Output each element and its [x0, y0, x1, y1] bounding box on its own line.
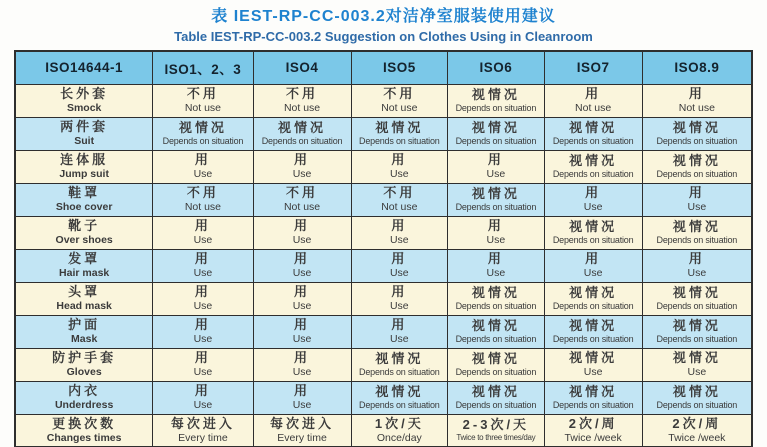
table-cell: [544, 150, 642, 183]
table-cell: [351, 150, 448, 183]
cell-zh: 视情况: [569, 383, 618, 399]
cell-zh: 1次/天: [374, 415, 424, 431]
table-cell: [544, 84, 642, 117]
table-cell: [253, 414, 351, 447]
cell-en: Use: [292, 233, 312, 246]
cell-zh: 视情况: [471, 317, 520, 333]
cell-en: Not use: [283, 101, 321, 114]
row-label-en: Over shoes: [55, 233, 113, 246]
table-row: [15, 381, 752, 414]
table-cell: [642, 117, 752, 150]
row-label: [15, 381, 153, 414]
table-cell: [351, 183, 448, 216]
column-header-ISO8.9: ISO8.9: [642, 51, 752, 84]
table-cell: [351, 249, 448, 282]
row-label-en: Head mask: [56, 299, 112, 312]
cell-zh: 用: [194, 317, 211, 332]
cell-zh: 用: [487, 152, 504, 167]
cell-en: Every time: [178, 431, 228, 444]
cell-en: Depends on situation: [656, 234, 738, 245]
table-cell: [253, 150, 351, 183]
cell-en: Depends on situation: [552, 333, 634, 344]
table-cell: [351, 381, 448, 414]
cell-zh: 用: [487, 251, 504, 266]
cell-en: Every time: [277, 431, 327, 444]
row-label-en: Smock: [66, 101, 102, 114]
cell-en: Twice to three times/day: [456, 433, 536, 443]
cell-en: Use: [193, 398, 213, 411]
row-label-en: Changes times: [46, 431, 122, 444]
cell-en: Once/day: [376, 431, 422, 444]
table-cell: [448, 348, 545, 381]
table-cell: [351, 216, 448, 249]
table-row: [15, 315, 752, 348]
table-cell: [544, 117, 642, 150]
cell-zh: 用: [294, 284, 311, 299]
cell-zh: 用: [294, 350, 311, 365]
table-row: [15, 282, 752, 315]
cell-en: Depends on situation: [656, 399, 738, 410]
cell-zh: 不用: [383, 185, 416, 200]
table-body: [15, 84, 752, 447]
table-row: [15, 216, 752, 249]
table-cell: [253, 249, 351, 282]
cell-en: Depends on situation: [656, 168, 738, 179]
table-cell: [544, 414, 642, 447]
cell-en: Not use: [678, 101, 715, 114]
cell-en: Depends on situation: [552, 168, 634, 179]
cell-zh: 用: [391, 152, 408, 167]
table-row: [15, 183, 752, 216]
cell-en: Depends on situation: [455, 102, 537, 113]
table-cell: [448, 117, 545, 150]
row-label-zh: 防护手套: [52, 350, 117, 365]
cell-en: Use: [583, 200, 603, 213]
table-row: [15, 348, 752, 381]
cell-en: Depends on situation: [552, 135, 634, 146]
cell-zh: 视情况: [569, 218, 618, 234]
cell-zh: 视情况: [672, 284, 721, 300]
cell-zh: 用: [194, 284, 211, 299]
row-label-en: Mask: [71, 332, 98, 345]
cell-en: Depends on situation: [455, 333, 537, 344]
cell-en: Use: [486, 233, 506, 246]
cell-en: Use: [486, 266, 506, 279]
cell-zh: 用: [194, 218, 211, 233]
table-cell: [448, 249, 545, 282]
table-cell: [642, 282, 752, 315]
cell-en: Depends on situation: [359, 399, 440, 410]
cell-zh: 视情况: [672, 152, 721, 168]
table-cell: [642, 348, 752, 381]
table-cell: [544, 348, 642, 381]
cell-en: Use: [687, 365, 707, 378]
row-label: [15, 249, 153, 282]
cell-en: Use: [389, 266, 409, 279]
row-label-zh: 护面: [68, 317, 101, 332]
cell-zh: 视情况: [375, 383, 424, 399]
cell-en: Depends on situation: [552, 300, 634, 311]
row-label-en: Underdress: [54, 398, 114, 411]
cell-en: Use: [193, 266, 213, 279]
cell-en: Depends on situation: [656, 135, 738, 146]
cell-zh: 2-3次/天: [462, 417, 530, 433]
cell-en: Use: [193, 332, 213, 345]
table-cell: [153, 183, 253, 216]
cell-en: Use: [687, 266, 707, 279]
cell-zh: 用: [194, 251, 211, 266]
table-cell: [351, 84, 448, 117]
cell-zh: 视情况: [569, 152, 618, 168]
table-cell: [253, 117, 351, 150]
table-cell: [153, 216, 253, 249]
cell-en: Use: [486, 167, 506, 180]
table-cell: [642, 183, 752, 216]
cell-en: Depends on situation: [656, 333, 738, 344]
table-row: [15, 117, 752, 150]
cell-zh: 视情况: [178, 119, 227, 135]
cell-zh: 用: [294, 317, 311, 332]
row-label: [15, 282, 153, 315]
table-cell: [642, 414, 752, 447]
cell-en: Depends on situation: [261, 135, 343, 146]
cell-zh: 用: [391, 218, 408, 233]
row-label: [15, 348, 153, 381]
column-header-ISO7: ISO7: [544, 51, 642, 84]
table-cell: [253, 216, 351, 249]
cell-en: Depends on situation: [455, 300, 537, 311]
table-cell: [544, 381, 642, 414]
cell-zh: 视情况: [672, 350, 721, 365]
table-cell: [448, 183, 545, 216]
table-cell: [153, 117, 253, 150]
table-cell: [544, 216, 642, 249]
cell-en: Depends on situation: [455, 201, 537, 212]
cell-en: Depends on situation: [455, 399, 537, 410]
cell-en: Use: [292, 398, 312, 411]
cell-zh: 视情况: [569, 350, 618, 365]
table-cell: [448, 414, 545, 447]
row-label-en: Gloves: [66, 365, 102, 378]
table-cell: [351, 315, 448, 348]
cell-en: Use: [193, 167, 213, 180]
cell-en: Depends on situation: [162, 135, 244, 146]
table-cell: [153, 84, 253, 117]
cell-en: Use: [292, 365, 312, 378]
row-label: [15, 315, 153, 348]
cell-en: Twice /week: [668, 431, 726, 444]
table-cell: [253, 84, 351, 117]
table-cell: [544, 183, 642, 216]
cell-en: Depends on situation: [359, 135, 440, 146]
cell-en: Use: [583, 365, 603, 378]
cell-zh: 用: [688, 86, 705, 101]
cell-en: Not use: [283, 200, 321, 213]
row-label-zh: 更换次数: [52, 415, 117, 431]
row-label-en: Shoe cover: [55, 200, 113, 213]
table-cell: [642, 150, 752, 183]
cell-zh: 每次进入: [170, 415, 235, 431]
row-label-zh: 内衣: [68, 383, 101, 398]
table-cell: [544, 315, 642, 348]
cell-zh: 2次/周: [568, 415, 618, 431]
cell-en: Use: [292, 299, 312, 312]
table-cell: [642, 249, 752, 282]
column-header-ISO5: ISO5: [351, 51, 448, 84]
cell-en: Depends on situation: [656, 300, 738, 311]
table-cell: [351, 117, 448, 150]
cell-zh: 视情况: [569, 317, 618, 333]
cell-en: Twice /week: [564, 431, 622, 444]
row-label: [15, 414, 153, 447]
cell-en: Depends on situation: [455, 366, 537, 377]
row-label-en: Suit: [74, 134, 95, 147]
cell-zh: 用: [688, 251, 705, 266]
table-cell: [253, 183, 351, 216]
cell-zh: 视情况: [672, 383, 721, 399]
table-cell: [153, 315, 253, 348]
table-cell: [153, 414, 253, 447]
cell-zh: 用: [194, 350, 211, 365]
cell-zh: 用: [194, 152, 211, 167]
cell-zh: 用: [391, 251, 408, 266]
table-cell: [351, 348, 448, 381]
table-row: [15, 414, 752, 447]
table-cell: [544, 282, 642, 315]
cell-zh: 视情况: [471, 119, 520, 135]
cell-en: Use: [389, 332, 409, 345]
cell-zh: 视情况: [471, 185, 520, 201]
column-header-ISO6: ISO6: [448, 51, 545, 84]
cell-zh: 不用: [186, 185, 219, 200]
cell-zh: 每次进入: [270, 415, 335, 431]
row-label-zh: 头罩: [68, 284, 101, 299]
cell-zh: 视情况: [672, 119, 721, 135]
row-label-zh: 两件套: [60, 119, 109, 134]
cell-zh: 用: [585, 251, 602, 266]
page-title-zh: 表 IEST-RP-CC-003.2对洁净室服装使用建议: [211, 8, 556, 25]
cell-zh: 用: [391, 284, 408, 299]
table-cell: [253, 282, 351, 315]
cell-en: Use: [389, 233, 409, 246]
cell-zh: 视情况: [569, 119, 618, 135]
table-cell: [448, 84, 545, 117]
cell-zh: 用: [585, 86, 602, 101]
cell-en: Not use: [184, 200, 222, 213]
cell-zh: 视情况: [471, 86, 520, 102]
cell-zh: 视情况: [471, 383, 520, 399]
page-title-en: Table IEST-RP-CC-003.2 Suggestion on Clothes Using in Cleanroom: [174, 29, 593, 44]
row-label-zh: 长外套: [60, 86, 109, 101]
cell-en: Use: [193, 233, 213, 246]
cleanroom-clothes-table: [14, 50, 753, 447]
cell-zh: 视情况: [278, 119, 327, 135]
cell-zh: 用: [294, 383, 311, 398]
cell-zh: 视情况: [672, 218, 721, 234]
cell-en: Depends on situation: [552, 399, 634, 410]
table-cell: [253, 315, 351, 348]
cell-en: Use: [687, 200, 707, 213]
column-header-ISO123: ISO1、2、3: [153, 51, 253, 84]
cell-en: Not use: [575, 101, 612, 114]
cell-en: Depends on situation: [455, 135, 537, 146]
cell-zh: 用: [294, 251, 311, 266]
cell-en: Not use: [184, 101, 222, 114]
table-cell: [448, 315, 545, 348]
row-label-zh: 发罩: [68, 251, 101, 266]
cell-zh: 用: [585, 185, 602, 200]
table-cell: [253, 348, 351, 381]
cell-en: Use: [389, 299, 409, 312]
table-cell: [642, 315, 752, 348]
cell-en: Use: [292, 167, 312, 180]
header-row: [15, 51, 752, 84]
row-label: [15, 150, 153, 183]
row-label: [15, 183, 153, 216]
cell-en: Use: [193, 365, 213, 378]
table-cell: [253, 381, 351, 414]
table-cell: [448, 282, 545, 315]
table-cell: [642, 84, 752, 117]
cell-zh: 2次/周: [672, 415, 722, 431]
row-label: [15, 216, 153, 249]
row-label: [15, 117, 153, 150]
cell-zh: 视情况: [375, 350, 424, 366]
table-cell: [544, 249, 642, 282]
table-cell: [351, 282, 448, 315]
table-cell: [448, 150, 545, 183]
cell-zh: 不用: [186, 86, 219, 101]
cell-en: Depends on situation: [552, 234, 634, 245]
cell-zh: 视情况: [375, 119, 424, 135]
row-label-en: Jump suit: [59, 167, 109, 180]
cell-en: Use: [389, 167, 409, 180]
table-cell: [153, 348, 253, 381]
table-row: [15, 150, 752, 183]
cell-zh: 用: [391, 317, 408, 332]
column-header-ISO4: ISO4: [253, 51, 351, 84]
table-cell: [153, 249, 253, 282]
table-row: [15, 249, 752, 282]
cell-en: Not use: [381, 101, 418, 114]
cell-zh: 用: [487, 218, 504, 233]
cell-zh: 视情况: [471, 350, 520, 366]
cell-zh: 用: [688, 185, 705, 200]
table-cell: [153, 282, 253, 315]
cell-en: Use: [292, 332, 312, 345]
cell-en: Use: [193, 299, 213, 312]
cell-zh: 用: [294, 218, 311, 233]
table-cell: [153, 150, 253, 183]
row-label-zh: 靴子: [68, 218, 101, 233]
cell-zh: 视情况: [672, 317, 721, 333]
cell-zh: 用: [194, 383, 211, 398]
row-label-zh: 连体服: [60, 152, 109, 167]
table-cell: [642, 216, 752, 249]
cell-en: Depends on situation: [359, 366, 440, 377]
row-label: [15, 84, 153, 117]
column-header-ISO146441: ISO14644-1: [15, 51, 153, 84]
row-label-en: Hair mask: [59, 266, 110, 279]
table-cell: [351, 414, 448, 447]
table-row: [15, 84, 752, 117]
table-cell: [448, 216, 545, 249]
table-cell: [153, 381, 253, 414]
cell-zh: 不用: [383, 86, 416, 101]
cell-en: Not use: [381, 200, 418, 213]
cell-zh: 不用: [286, 86, 319, 101]
cell-en: Use: [583, 266, 603, 279]
table-cell: [642, 381, 752, 414]
table-cell: [448, 381, 545, 414]
cell-zh: 不用: [286, 185, 319, 200]
cell-zh: 用: [294, 152, 311, 167]
row-label-zh: 鞋罩: [68, 185, 101, 200]
cell-zh: 视情况: [569, 284, 618, 300]
cell-en: Use: [292, 266, 312, 279]
cell-zh: 视情况: [471, 284, 520, 300]
